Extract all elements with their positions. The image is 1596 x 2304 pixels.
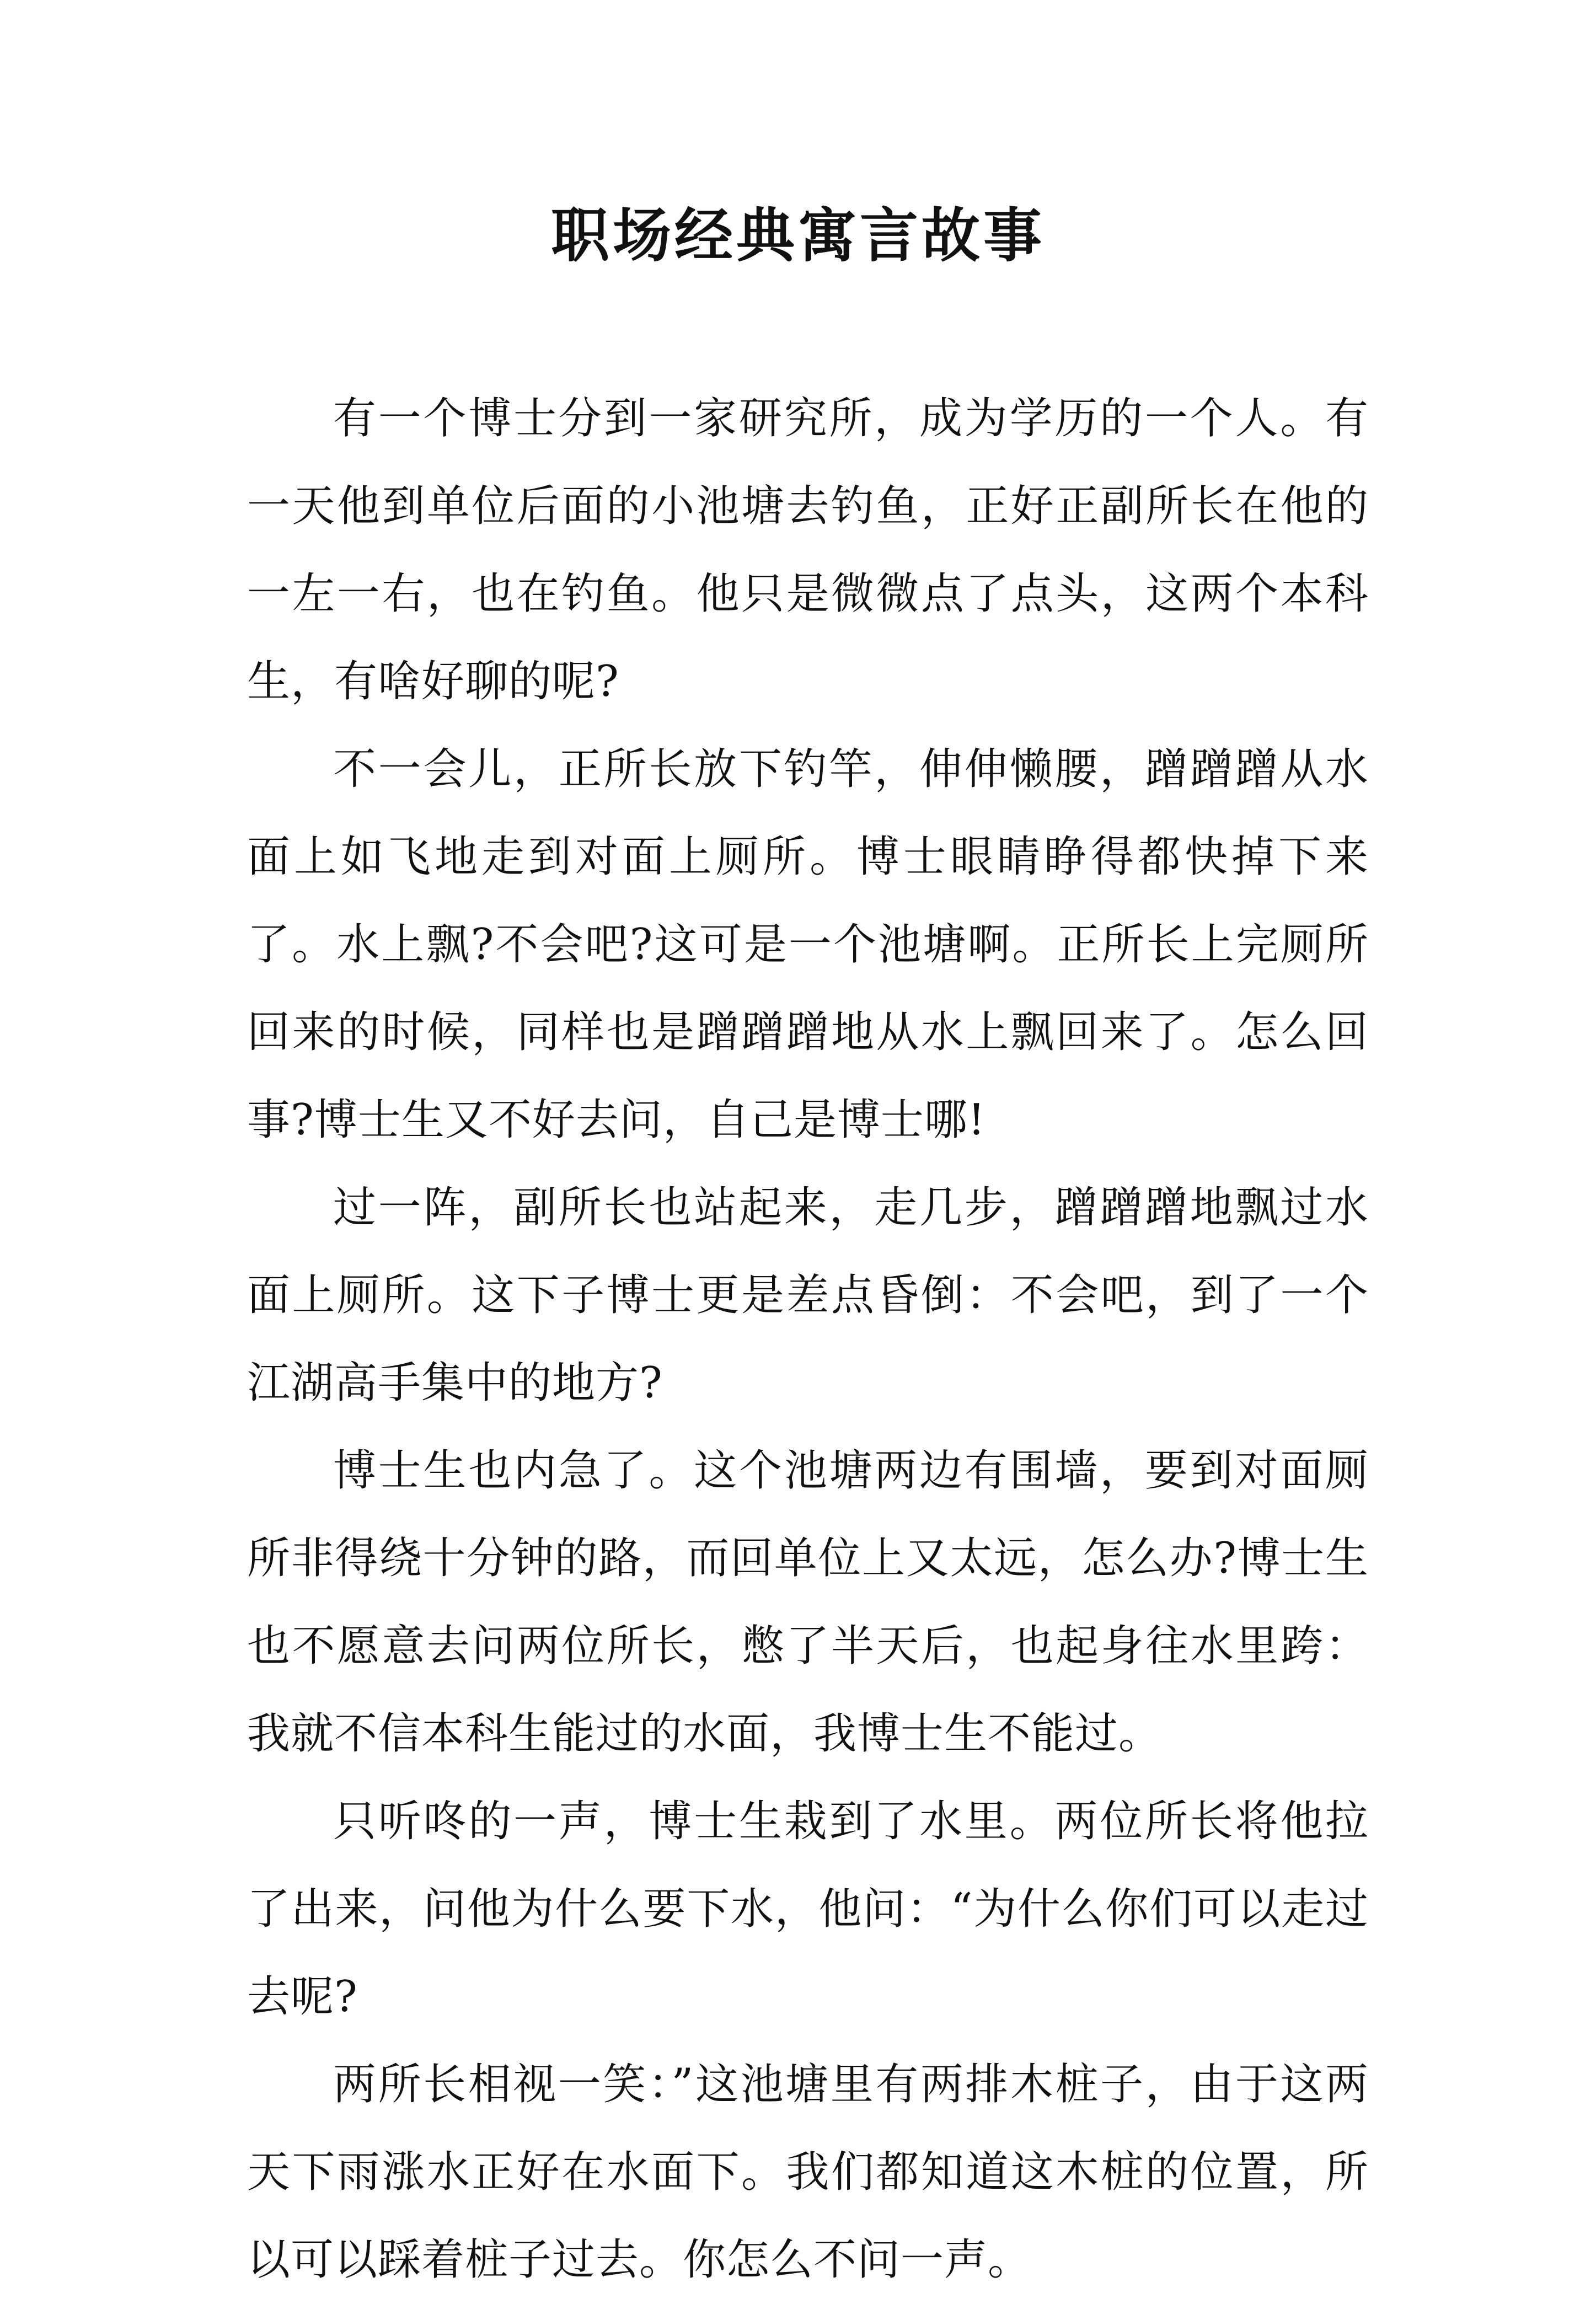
document-title: 职场经典寓言故事: [551, 201, 1045, 270]
paragraph-4: 博士生也内急了。这个池塘两边有围墙，要到对面厕所非得绕十分钟的路，而回单位上又太远，怎么办?博士生也不愿意去问两位所长，憋了半天后，也起身往水里跨：我就不信本科生能过的水面，我博士生不能过。: [247, 1446, 1369, 1759]
paragraph-3: 过一阵，副所长也站起来，走几步，蹭蹭蹭地飘过水面上厕所。这下子博士更是差点昏倒：不会吧，到了一个江湖高手集中的地方?: [247, 1183, 1369, 1408]
paragraph-6: 两所长相视一笑：”这池塘里有两排木桩子，由于这两天下雨涨水正好在水面下。我们都知道这木桩的位置，所以可以踩着桩子过去。你怎么不问一声。: [247, 2060, 1369, 2285]
paragraph-1: 有一个博士分到一家研究所，成为学历的一个人。有一天他到单位后面的小池塘去钓鱼，正好正副所长在他的一左一右，也在钓鱼。他只是微微点了点头，这两个本科生，有啥好聊的呢?: [247, 394, 1369, 706]
document-body: [247, 375, 1369, 2304]
paragraph-5: 只听咚的一声，博士生栽到了水里。两位所长将他拉了出来，问他为什么要下水，他问：“为什么你们可以走过去呢?: [247, 1797, 1369, 2022]
paragraph-2: 不一会儿，正所长放下钓竿，伸伸懒腰，蹭蹭蹭从水面上如飞地走到对面上厕所。博士眼睛睁得都快掉下来了。水上飘?不会吧?这可是一个池塘啊。正所长上完厕所回来的时候，同样也是蹭蹭蹭地从水上飘回来了。怎么回事?博士生又不好去问，自己是博士哪!: [247, 744, 1369, 1145]
